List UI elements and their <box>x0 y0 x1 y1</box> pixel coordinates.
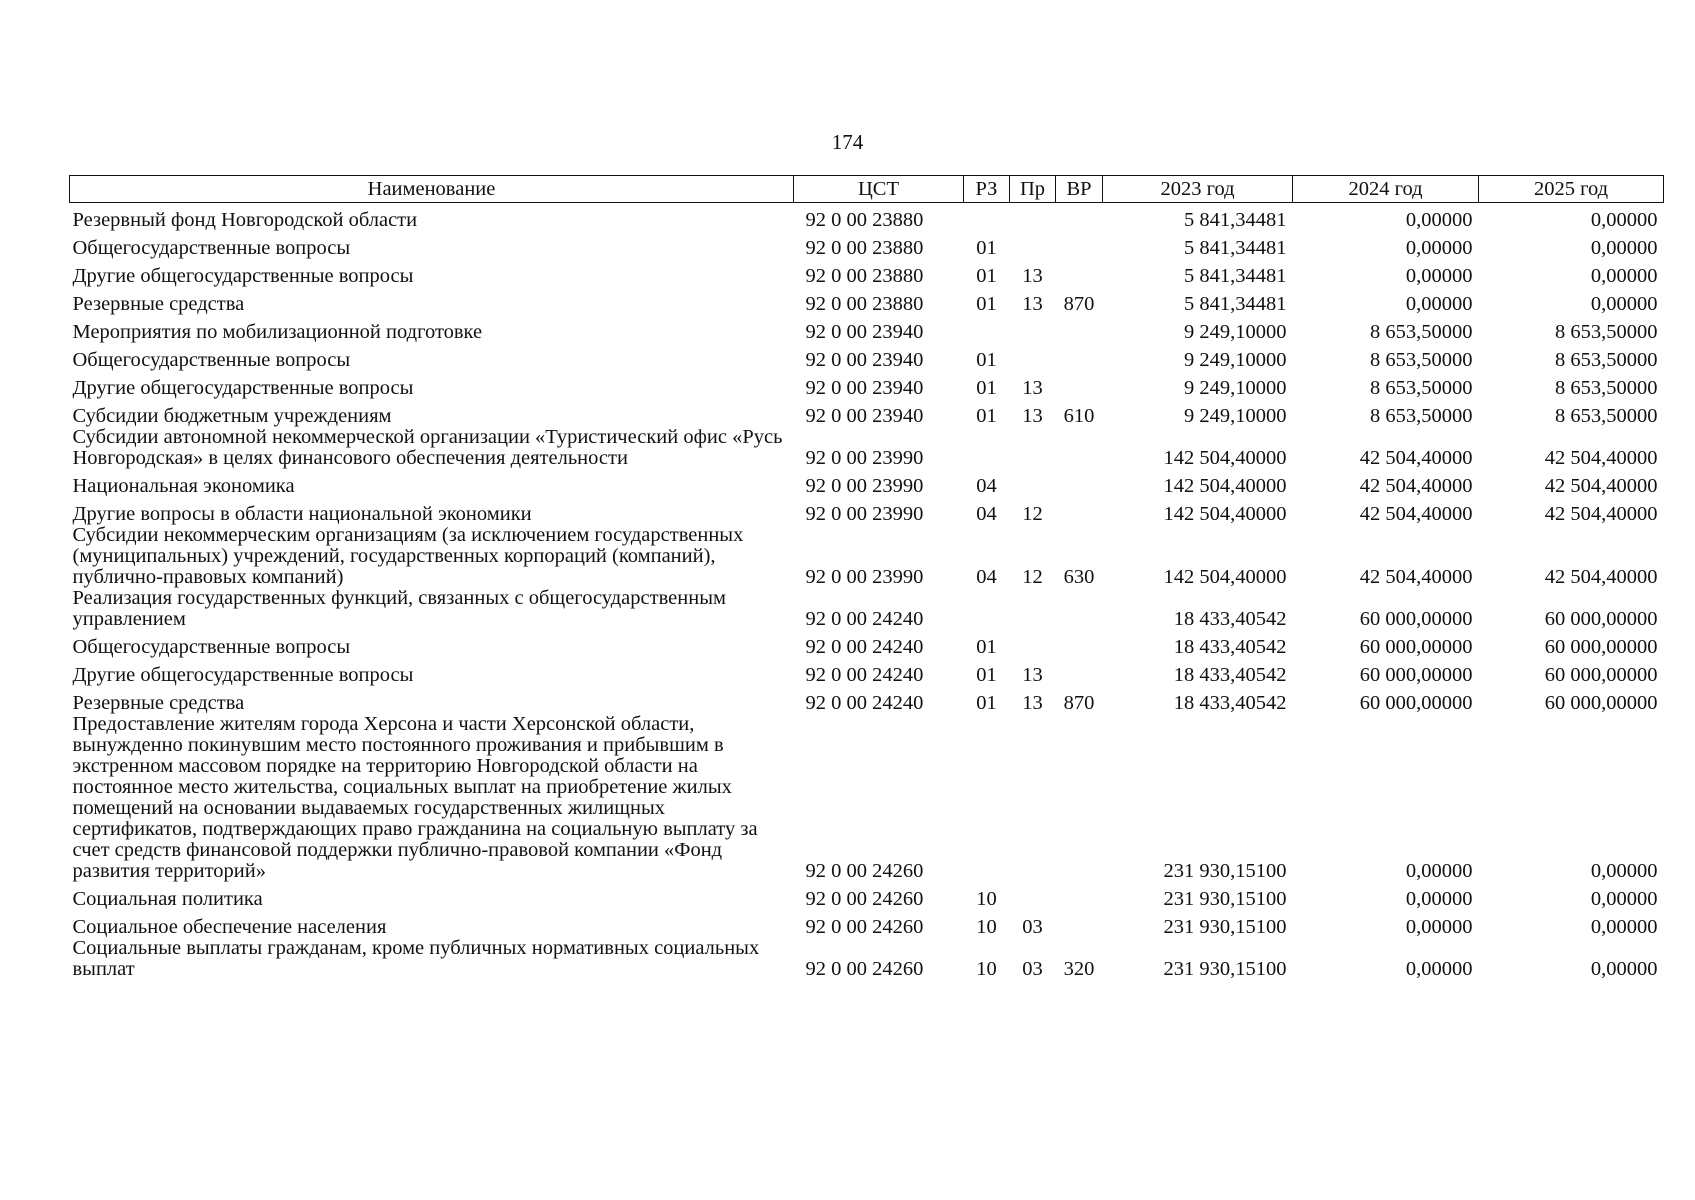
cell-vr <box>1056 910 1103 938</box>
cell-cst: 92 0 00 23880 <box>805 265 924 287</box>
cell-pr <box>1010 714 1056 882</box>
cell-rz: 01 <box>976 293 997 315</box>
cell-cst: 92 0 00 23990 <box>805 475 924 497</box>
cell-rz: 01 <box>976 692 997 714</box>
cell-2023: 5 841,34481 <box>1184 293 1287 315</box>
table-row <box>70 259 1664 287</box>
cell-cst: 92 0 00 24260 <box>805 860 924 882</box>
cell-cst: 92 0 00 23990 <box>805 503 924 525</box>
cell-vr <box>1056 630 1103 658</box>
cell-2025: 0,00000 <box>1590 860 1658 882</box>
cell-rz: 04 <box>976 503 997 525</box>
table-row <box>70 882 1664 910</box>
cell-name: Другие вопросы в области национальной экономики <box>72 503 532 525</box>
cell-pr: 03 <box>1022 958 1043 980</box>
cell-2024: 8 653,50000 <box>1370 321 1473 343</box>
cell-rz: 04 <box>976 566 997 588</box>
cell-pr <box>1010 315 1056 343</box>
table-row <box>70 497 1664 525</box>
cell-vr <box>1056 371 1103 399</box>
cell-2024: 0,00000 <box>1405 888 1473 910</box>
table-row <box>70 714 1664 882</box>
cell-cst: 92 0 00 24240 <box>805 664 924 686</box>
table-row <box>70 658 1664 686</box>
cell-rz: 01 <box>976 377 997 399</box>
cell-2023: 231 930,15100 <box>1163 958 1287 980</box>
cell-2025: 42 504,40000 <box>1544 475 1658 497</box>
cell-2023: 18 433,40542 <box>1173 636 1287 658</box>
cell-2023: 5 841,34481 <box>1184 265 1287 287</box>
header-rz: РЗ <box>964 176 1010 203</box>
cell-2025: 42 504,40000 <box>1544 447 1658 469</box>
cell-name: Общегосударственные вопросы <box>72 349 351 371</box>
header-cst: ЦСТ <box>794 176 964 203</box>
table-row <box>70 469 1664 497</box>
cell-2025: 42 504,40000 <box>1544 503 1658 525</box>
table-row <box>70 287 1664 315</box>
cell-pr: 13 <box>1022 377 1043 399</box>
cell-cst: 92 0 00 24260 <box>805 916 924 938</box>
header-2025: 2025 год <box>1479 176 1664 203</box>
cell-cst: 92 0 00 24260 <box>805 888 924 910</box>
cell-name: Мероприятия по мобилизационной подготовке <box>72 321 483 343</box>
cell-2023: 142 504,40000 <box>1163 447 1287 469</box>
cell-pr: 13 <box>1022 405 1043 427</box>
table-body <box>70 203 1664 981</box>
header-2023: 2023 год <box>1103 176 1293 203</box>
cell-pr <box>1010 427 1056 469</box>
cell-2023: 231 930,15100 <box>1163 916 1287 938</box>
cell-2024: 0,00000 <box>1405 958 1473 980</box>
cell-cst: 92 0 00 23880 <box>805 293 924 315</box>
cell-pr <box>1010 203 1056 232</box>
cell-rz: 01 <box>976 664 997 686</box>
cell-pr: 13 <box>1022 692 1043 714</box>
cell-2025: 42 504,40000 <box>1544 566 1658 588</box>
cell-vr <box>1056 658 1103 686</box>
cell-name: Субсидии некоммерческим организациям (за исключением государственных (муниципальных) учреждений, государственных корпораций (компаний), публично-правовых компаний) <box>72 524 744 588</box>
cell-2025: 0,00000 <box>1590 958 1658 980</box>
cell-vr <box>1056 231 1103 259</box>
cell-rz: 10 <box>976 916 997 938</box>
cell-2023: 18 433,40542 <box>1173 692 1287 714</box>
cell-2025: 8 653,50000 <box>1555 377 1658 399</box>
cell-cst: 92 0 00 23940 <box>805 405 924 427</box>
cell-rz <box>964 203 1010 232</box>
cell-cst: 92 0 00 24240 <box>805 692 924 714</box>
cell-name: Резервные средства <box>72 293 245 315</box>
table-row <box>70 231 1664 259</box>
cell-vr <box>1056 469 1103 497</box>
cell-cst: 92 0 00 23880 <box>805 237 924 259</box>
page-number: 174 <box>831 130 864 154</box>
cell-rz <box>964 315 1010 343</box>
cell-2023: 9 249,10000 <box>1184 377 1287 399</box>
table-row <box>70 427 1664 469</box>
table-row <box>70 588 1664 630</box>
cell-name: Другие общегосударственные вопросы <box>72 664 414 686</box>
table-row <box>70 343 1664 371</box>
cell-2025: 0,00000 <box>1590 265 1658 287</box>
cell-cst: 92 0 00 23990 <box>805 566 924 588</box>
cell-name: Национальная экономика <box>72 475 295 497</box>
cell-2025: 60 000,00000 <box>1544 636 1658 658</box>
cell-pr: 03 <box>1022 916 1043 938</box>
cell-vr <box>1056 203 1103 232</box>
cell-vr <box>1056 714 1103 882</box>
cell-name: Реализация государственных функций, связанных с общегосударственным управлением <box>72 587 726 630</box>
cell-name: Резервный фонд Новгородской области <box>72 209 418 231</box>
cell-2024: 42 504,40000 <box>1359 503 1473 525</box>
cell-pr <box>1010 231 1056 259</box>
cell-name: Социальная политика <box>72 888 263 910</box>
cell-2025: 0,00000 <box>1590 293 1658 315</box>
cell-cst: 92 0 00 23940 <box>805 377 924 399</box>
cell-2025: 8 653,50000 <box>1555 321 1658 343</box>
cell-2024: 60 000,00000 <box>1359 664 1473 686</box>
cell-name: Субсидии бюджетным учреждениям <box>72 405 392 427</box>
header-vr: ВР <box>1056 176 1103 203</box>
cell-vr: 630 <box>1063 566 1095 588</box>
cell-2025: 0,00000 <box>1590 237 1658 259</box>
cell-cst: 92 0 00 24240 <box>805 636 924 658</box>
cell-2024: 0,00000 <box>1405 209 1473 231</box>
cell-name: Предоставление жителям города Херсона и части Херсонской области, вынужденно покинувшим место постоянного проживания и прибывшим в экстренном массовом порядке на территорию Новгородской области на постоянное место жительства, социальных выплат на приобретение жилых помещений на основании выдаваемых государственных жилищных сертификатов, подтверждающих право гражданина на социальную выплату за счет средств финансовой поддержки публично-правовой компании «Фонд развития территорий» <box>72 713 758 882</box>
table-row <box>70 203 1664 232</box>
table-row <box>70 525 1664 588</box>
cell-vr <box>1056 259 1103 287</box>
cell-2024: 42 504,40000 <box>1359 566 1473 588</box>
cell-rz <box>964 588 1010 630</box>
table-row <box>70 630 1664 658</box>
cell-vr: 610 <box>1063 405 1095 427</box>
cell-2023: 9 249,10000 <box>1184 405 1287 427</box>
cell-name: Социальные выплаты гражданам, кроме публичных нормативных социальных выплат <box>72 937 760 980</box>
cell-2025: 0,00000 <box>1590 916 1658 938</box>
cell-name: Общегосударственные вопросы <box>72 636 351 658</box>
cell-pr <box>1010 630 1056 658</box>
cell-2023: 18 433,40542 <box>1173 608 1287 630</box>
cell-name: Другие общегосударственные вопросы <box>72 265 414 287</box>
cell-vr <box>1056 427 1103 469</box>
cell-vr <box>1056 882 1103 910</box>
table-row <box>70 371 1664 399</box>
cell-2023: 231 930,15100 <box>1163 860 1287 882</box>
cell-vr <box>1056 588 1103 630</box>
cell-2025: 60 000,00000 <box>1544 608 1658 630</box>
cell-2025: 0,00000 <box>1590 888 1658 910</box>
table-row <box>70 910 1664 938</box>
cell-2024: 8 653,50000 <box>1370 405 1473 427</box>
cell-cst: 92 0 00 24260 <box>805 958 924 980</box>
header-2024: 2024 год <box>1293 176 1479 203</box>
cell-2023: 5 841,34481 <box>1184 209 1287 231</box>
cell-2024: 0,00000 <box>1405 265 1473 287</box>
cell-rz: 01 <box>976 349 997 371</box>
cell-2023: 18 433,40542 <box>1173 664 1287 686</box>
cell-vr: 320 <box>1063 958 1095 980</box>
cell-pr: 13 <box>1022 664 1043 686</box>
cell-name: Общегосударственные вопросы <box>72 237 351 259</box>
cell-pr: 13 <box>1022 293 1043 315</box>
cell-vr <box>1056 497 1103 525</box>
cell-pr <box>1010 588 1056 630</box>
cell-vr <box>1056 315 1103 343</box>
cell-2023: 5 841,34481 <box>1184 237 1287 259</box>
cell-2025: 8 653,50000 <box>1555 349 1658 371</box>
cell-rz: 04 <box>976 475 997 497</box>
cell-name: Социальное обеспечение населения <box>72 916 387 938</box>
cell-pr <box>1010 469 1056 497</box>
cell-name: Субсидии автономной некоммерческой организации «Туристический офис «Русь Новгородская» в целях финансового обеспечения деятельности <box>72 426 783 469</box>
cell-2023: 231 930,15100 <box>1163 888 1287 910</box>
cell-2023: 9 249,10000 <box>1184 321 1287 343</box>
cell-cst: 92 0 00 23880 <box>805 209 924 231</box>
cell-rz <box>964 714 1010 882</box>
cell-2024: 60 000,00000 <box>1359 692 1473 714</box>
cell-rz: 10 <box>976 958 997 980</box>
cell-rz <box>964 427 1010 469</box>
cell-rz: 10 <box>976 888 997 910</box>
header-name: Наименование <box>70 176 794 203</box>
table-row <box>70 938 1664 980</box>
cell-pr <box>1010 882 1056 910</box>
cell-2024: 42 504,40000 <box>1359 475 1473 497</box>
cell-2025: 60 000,00000 <box>1544 692 1658 714</box>
cell-2023: 142 504,40000 <box>1163 503 1287 525</box>
cell-2024: 0,00000 <box>1405 860 1473 882</box>
table-header <box>70 176 1664 203</box>
header-pr: Пр <box>1010 176 1056 203</box>
cell-2024: 0,00000 <box>1405 237 1473 259</box>
table-row <box>70 315 1664 343</box>
cell-2024: 60 000,00000 <box>1359 608 1473 630</box>
cell-2024: 0,00000 <box>1405 293 1473 315</box>
cell-rz: 01 <box>976 405 997 427</box>
cell-name: Другие общегосударственные вопросы <box>72 377 414 399</box>
cell-rz: 01 <box>976 265 997 287</box>
cell-2025: 8 653,50000 <box>1555 405 1658 427</box>
cell-2023: 9 249,10000 <box>1184 349 1287 371</box>
cell-rz: 01 <box>976 636 997 658</box>
cell-name: Резервные средства <box>72 692 245 714</box>
cell-vr: 870 <box>1063 293 1095 315</box>
cell-pr: 12 <box>1022 566 1043 588</box>
cell-pr: 12 <box>1022 503 1043 525</box>
table-row <box>70 399 1664 427</box>
cell-cst: 92 0 00 23940 <box>805 349 924 371</box>
cell-2023: 142 504,40000 <box>1163 566 1287 588</box>
cell-cst: 92 0 00 24240 <box>805 608 924 630</box>
cell-rz: 01 <box>976 237 997 259</box>
cell-2024: 8 653,50000 <box>1370 349 1473 371</box>
cell-vr: 870 <box>1063 692 1095 714</box>
budget-table <box>69 175 1664 980</box>
table-row <box>70 686 1664 714</box>
cell-2024: 42 504,40000 <box>1359 447 1473 469</box>
cell-pr <box>1010 343 1056 371</box>
header-row <box>70 176 1664 203</box>
cell-2023: 142 504,40000 <box>1163 475 1287 497</box>
cell-cst: 92 0 00 23990 <box>805 447 924 469</box>
cell-2025: 60 000,00000 <box>1544 664 1658 686</box>
cell-pr: 13 <box>1022 265 1043 287</box>
cell-2024: 0,00000 <box>1405 916 1473 938</box>
cell-2025: 0,00000 <box>1590 209 1658 231</box>
cell-2024: 8 653,50000 <box>1370 377 1473 399</box>
cell-cst: 92 0 00 23940 <box>805 321 924 343</box>
cell-2024: 60 000,00000 <box>1359 636 1473 658</box>
cell-vr <box>1056 343 1103 371</box>
